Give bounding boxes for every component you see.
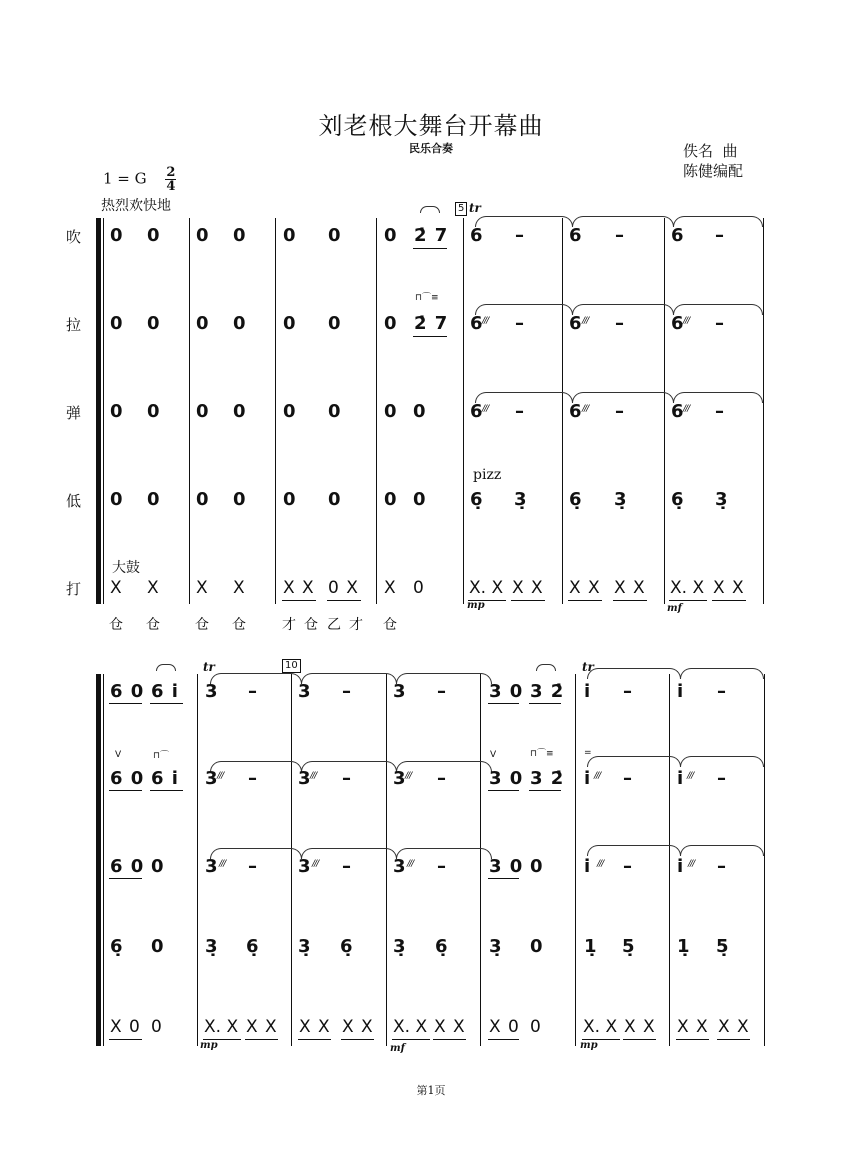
beat-group: X X — [569, 578, 600, 598]
note: 3 — [205, 768, 218, 789]
note: 0 — [413, 489, 426, 510]
note-group: 3 0 — [489, 768, 523, 789]
barline — [197, 674, 198, 1046]
tempo-marking: 热烈欢快地 — [101, 198, 171, 214]
note: 0 — [151, 936, 164, 957]
note: 0 — [413, 401, 426, 422]
tremolo-icon: /// — [594, 771, 601, 781]
syllable: 仓 — [383, 617, 397, 633]
system-bracket — [96, 218, 101, 604]
syllable: 仓 — [109, 617, 123, 633]
underline — [327, 600, 361, 601]
time-signature — [165, 166, 176, 193]
note: i̇ — [584, 768, 591, 789]
note: – — [515, 313, 524, 334]
underline — [245, 1039, 278, 1040]
underline — [669, 600, 707, 601]
underline — [676, 1039, 709, 1040]
note: – — [615, 401, 624, 422]
note: – — [615, 313, 624, 334]
note: 6 — [671, 313, 684, 334]
beat-group: X X — [718, 1017, 749, 1037]
note: 3 — [393, 856, 406, 877]
note: – — [515, 401, 524, 422]
underline — [717, 1039, 750, 1040]
tremolo-icon: /// — [217, 771, 224, 781]
underline — [488, 703, 519, 704]
beat-group: X. X — [204, 1017, 239, 1037]
instrument-label-di: 低 — [66, 492, 82, 510]
note: 0 — [283, 401, 296, 422]
trill-mark: tr — [203, 660, 215, 674]
note: 6̣ — [246, 936, 259, 957]
note: – — [248, 681, 257, 702]
underline — [623, 1039, 656, 1040]
tie — [587, 845, 681, 856]
note: 3 — [298, 768, 311, 789]
score-subtitle: 民乐合奏 — [409, 142, 453, 155]
note: 0 — [196, 401, 209, 422]
instrument-label-la: 拉 — [66, 316, 82, 334]
time-numerator: 2 — [166, 165, 176, 180]
note: 0 — [283, 313, 296, 334]
beat-group: X X — [512, 578, 543, 598]
dynamic-marking: mf — [667, 603, 682, 614]
underline — [568, 600, 602, 601]
beat-group: X. X — [670, 578, 705, 598]
note: 0 — [110, 225, 123, 246]
tie — [587, 668, 681, 679]
note: 0 — [196, 489, 209, 510]
page-number: 第1页 — [416, 1084, 446, 1097]
tie — [680, 845, 764, 856]
barline — [575, 674, 576, 1046]
beat-group: X X — [624, 1017, 655, 1037]
underline — [150, 703, 183, 704]
note: i̇ — [677, 768, 684, 789]
note: i̇ — [584, 681, 591, 702]
beat-group: X X — [614, 578, 645, 598]
beat-group: X. X — [469, 578, 504, 598]
note: – — [715, 225, 724, 246]
down-bow-icon: ⊓⌒≡ — [530, 749, 554, 759]
slur — [420, 206, 440, 213]
note: 6̣ — [435, 936, 448, 957]
tremolo-icon: /// — [219, 859, 226, 869]
barline — [669, 674, 670, 1046]
note: 0 — [384, 489, 397, 510]
note: 3 — [205, 856, 218, 877]
note: 0 — [147, 401, 160, 422]
tie — [587, 756, 681, 767]
note: – — [615, 225, 624, 246]
note: 6̣ — [340, 936, 353, 957]
note: – — [342, 768, 351, 789]
note: 6 — [470, 313, 483, 334]
underline — [488, 878, 519, 879]
note: 0 — [147, 225, 160, 246]
system-bracket — [96, 674, 101, 1046]
note: 3̣ — [614, 489, 627, 510]
tremolo-icon: /// — [687, 771, 694, 781]
beat: X — [233, 578, 245, 598]
note: 6̣ — [671, 489, 684, 510]
note: 6 — [671, 225, 684, 246]
note-group: 3 2̇ — [530, 768, 564, 789]
note: 6 — [671, 401, 684, 422]
note: – — [515, 225, 524, 246]
beat-group: X 0 — [489, 1017, 519, 1037]
note: 0 — [233, 313, 246, 334]
note: 3̣ — [715, 489, 728, 510]
note: 6 — [569, 313, 582, 334]
tremolo-icon: /// — [482, 404, 489, 414]
beat: X — [196, 578, 208, 598]
underline — [109, 878, 142, 879]
note: – — [623, 768, 632, 789]
underline — [488, 790, 519, 791]
note: 6̣ — [569, 489, 582, 510]
note-group: 6 i̇ — [151, 681, 178, 702]
note: 0 — [530, 936, 543, 957]
trill-mark: tr — [582, 660, 594, 674]
note: 0 — [233, 489, 246, 510]
note: 1̣ — [584, 936, 597, 957]
note: – — [342, 681, 351, 702]
note: 0 — [233, 401, 246, 422]
syllable: 仓 — [146, 617, 160, 633]
instrument-label-da: 打 — [66, 580, 82, 598]
tremolo-icon: /// — [407, 859, 414, 869]
syllable: 才 — [349, 617, 363, 633]
note: 3̣ — [514, 489, 527, 510]
tie — [475, 304, 573, 315]
instrument-label-tan: 弹 — [66, 404, 82, 422]
tie — [475, 392, 573, 403]
syllable: 仓 — [232, 617, 246, 633]
underline — [298, 1039, 331, 1040]
tremolo-icon: /// — [405, 771, 412, 781]
note: 0 — [328, 401, 341, 422]
note: 3̣ — [489, 936, 502, 957]
slur — [536, 664, 556, 671]
note: – — [717, 856, 726, 877]
score-title: 刘老根大舞台开幕曲 — [318, 112, 544, 140]
note-group: 6 0 — [110, 768, 144, 789]
trill-mark: tr — [469, 201, 481, 215]
tie — [680, 756, 764, 767]
note: 0 — [384, 225, 397, 246]
underline — [413, 248, 447, 249]
beat-group: 0 X — [328, 578, 358, 598]
underline — [282, 600, 316, 601]
note-group: 2̇ 7 — [414, 313, 448, 334]
syllable: 仓 — [304, 617, 318, 633]
tremolo-icon: /// — [582, 316, 589, 326]
note: 6 — [470, 401, 483, 422]
up-bow-icon: V — [490, 750, 497, 760]
beat-group: X 0 — [110, 1017, 140, 1037]
note-group: 3 0 — [489, 856, 523, 877]
note: 6̣ — [110, 936, 123, 957]
note: 6 — [569, 225, 582, 246]
note: i̇ — [677, 856, 684, 877]
note: – — [437, 856, 446, 877]
arranger-credit: 陈健编配 — [683, 162, 744, 180]
beat-group: X. X — [583, 1017, 618, 1037]
note: – — [248, 768, 257, 789]
note-group: 6 0 — [110, 856, 144, 877]
dynamic-marking: mf — [390, 1043, 405, 1054]
note: 0 — [196, 313, 209, 334]
tremolo-icon: /// — [683, 404, 690, 414]
underline — [109, 790, 142, 791]
note-group: 6 i̇ — [151, 768, 178, 789]
underline — [150, 790, 183, 791]
instrument-label-chui: 吹 — [66, 228, 82, 246]
down-bow-icon: ⊓⌒ — [153, 751, 170, 761]
beat: 0 — [530, 1017, 541, 1037]
note: 0 — [233, 225, 246, 246]
barline — [664, 218, 665, 604]
note: – — [623, 856, 632, 877]
note: 6 — [569, 401, 582, 422]
tremolo-icon: /// — [597, 859, 604, 869]
dynamic-marking: mp — [580, 1040, 598, 1051]
note: – — [437, 768, 446, 789]
barline — [103, 218, 104, 604]
beat: X — [384, 578, 396, 598]
underline — [413, 336, 447, 337]
underline — [613, 600, 647, 601]
note: 0 — [151, 856, 164, 877]
note: 3̣ — [205, 936, 218, 957]
beat: X — [147, 578, 159, 598]
note: 0 — [384, 401, 397, 422]
note: – — [623, 681, 632, 702]
underline — [529, 703, 561, 704]
beat-group: X X — [713, 578, 744, 598]
note: – — [715, 313, 724, 334]
note: 0 — [328, 225, 341, 246]
harmonic-icon: = — [584, 748, 592, 758]
syllable: 乙 — [327, 617, 341, 633]
dynamic-marking: mp — [467, 600, 485, 611]
note: 5̣ — [716, 936, 729, 957]
note: 3 — [205, 681, 218, 702]
barline — [189, 218, 190, 604]
underline — [392, 1039, 430, 1040]
beat: X — [110, 578, 122, 598]
barline — [376, 218, 377, 604]
note: 0 — [110, 401, 123, 422]
barline — [764, 674, 765, 1046]
note: 3 — [298, 856, 311, 877]
key-signature — [103, 166, 176, 193]
beat: 0 — [151, 1017, 162, 1037]
barline — [103, 674, 104, 1046]
underline — [433, 1039, 466, 1040]
rehearsal-mark: 5 — [455, 202, 467, 216]
underline — [341, 1039, 374, 1040]
note-group: 3 2̇ — [530, 681, 564, 702]
rehearsal-mark: 10 — [282, 659, 301, 673]
slur — [156, 664, 176, 671]
note: 0 — [530, 856, 543, 877]
barline — [275, 218, 276, 604]
note: 0 — [196, 225, 209, 246]
note: 3̣ — [298, 936, 311, 957]
underline — [511, 600, 545, 601]
note: 0 — [384, 313, 397, 334]
barline — [562, 218, 563, 604]
note: 1̣ — [677, 936, 690, 957]
note: 6 — [470, 225, 483, 246]
underline — [109, 703, 142, 704]
note-group: 2̇ 7 — [414, 225, 448, 246]
time-denominator: 4 — [166, 179, 176, 194]
note: – — [715, 401, 724, 422]
note: 0 — [110, 489, 123, 510]
tremolo-icon: /// — [482, 316, 489, 326]
note: i̇ — [677, 681, 684, 702]
note: i̇ — [584, 856, 591, 877]
note: – — [437, 681, 446, 702]
underline — [712, 600, 746, 601]
dynamic-marking: mp — [200, 1040, 218, 1051]
up-bow-icon: V — [115, 750, 122, 760]
underline — [109, 1039, 142, 1040]
note: 0 — [328, 313, 341, 334]
note: 3 — [393, 681, 406, 702]
syllable: 才 — [282, 617, 296, 633]
note: 0 — [147, 313, 160, 334]
underline — [488, 1039, 519, 1040]
note-group: 3 0 — [489, 681, 523, 702]
beat-group: X X — [677, 1017, 708, 1037]
note: – — [248, 856, 257, 877]
barline — [480, 674, 481, 1046]
composer-credit: 佚名 曲 — [683, 142, 738, 160]
note: – — [717, 681, 726, 702]
note: 5̣ — [622, 936, 635, 957]
beat-group: X X — [299, 1017, 330, 1037]
syllable: 仓 — [195, 617, 209, 633]
tie — [680, 668, 764, 679]
beat: 0 — [413, 578, 424, 598]
tremolo-icon: /// — [688, 859, 695, 869]
note-group: 6 0 — [110, 681, 144, 702]
tremolo-icon: /// — [683, 316, 690, 326]
tie — [475, 216, 573, 227]
barline — [463, 218, 464, 604]
note: 0 — [283, 225, 296, 246]
underline — [529, 790, 561, 791]
note: 0 — [283, 489, 296, 510]
note: – — [717, 768, 726, 789]
key-label: 1 = G — [103, 169, 147, 188]
beat-group: X X — [283, 578, 314, 598]
note: 3 — [298, 681, 311, 702]
beat-group: X X — [246, 1017, 277, 1037]
tremolo-icon: /// — [312, 859, 319, 869]
note: – — [342, 856, 351, 877]
tremolo-icon: /// — [582, 404, 589, 414]
note: 0 — [110, 313, 123, 334]
tremolo-icon: /// — [310, 771, 317, 781]
note: 0 — [147, 489, 160, 510]
barline — [386, 674, 387, 1046]
beat-group: X X — [434, 1017, 465, 1037]
note: 6̣ — [470, 489, 483, 510]
note: 0 — [328, 489, 341, 510]
barline — [763, 218, 764, 604]
percussion-label: 大鼓 — [112, 560, 140, 576]
barline — [291, 674, 292, 1046]
pizz-marking: pizz — [473, 467, 502, 483]
beat-group: X. X — [393, 1017, 428, 1037]
note: 3̣ — [393, 936, 406, 957]
note: 3 — [393, 768, 406, 789]
down-bow-icon: ⊓⌒≡ — [415, 293, 439, 303]
beat-group: X X — [342, 1017, 373, 1037]
